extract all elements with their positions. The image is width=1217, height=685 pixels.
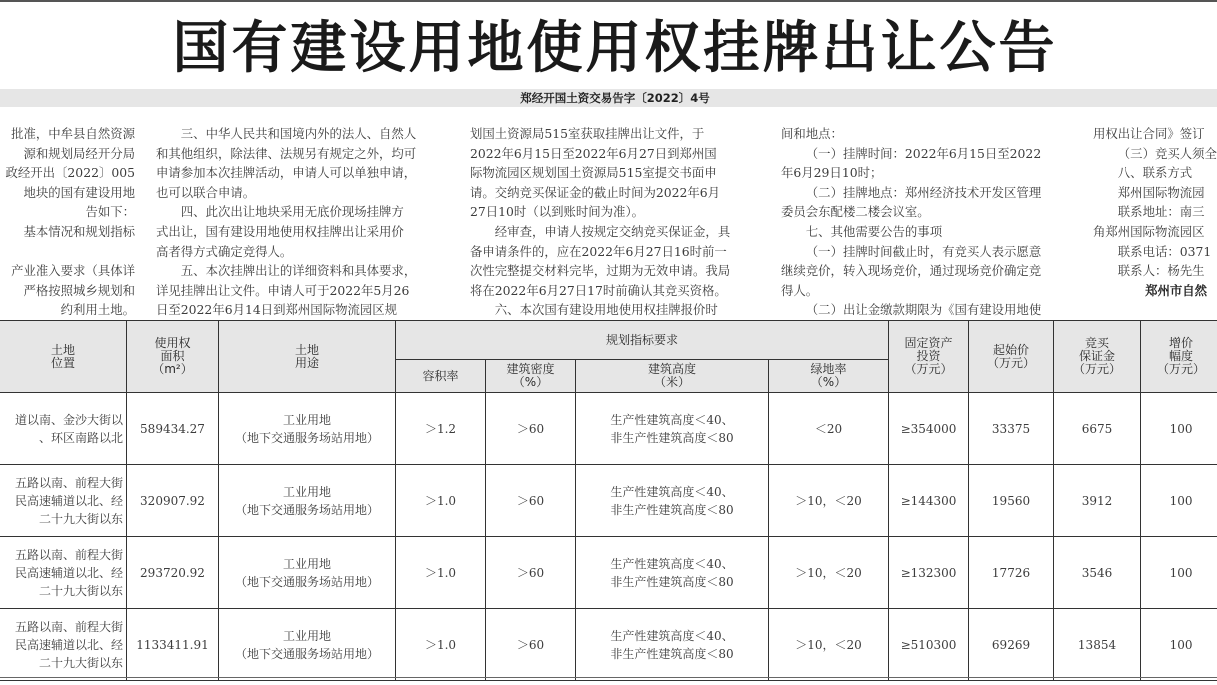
top-rule bbox=[0, 0, 1217, 2]
cell-area: 1133411.91 bbox=[127, 609, 219, 681]
paragraph-line: 约利用土地。 bbox=[60, 302, 135, 318]
text-column-2 bbox=[156, 124, 450, 320]
paragraph-line: 委员会东配楼二楼会议室。 bbox=[781, 204, 930, 220]
doc-number: 郑经开国土资交易告字〔2022〕4号 bbox=[520, 91, 710, 105]
paragraph-line: 四、此次出让地块采用无底价现场挂牌方 bbox=[180, 204, 404, 220]
cell-far: ＞1.0 bbox=[396, 537, 486, 609]
text-column-1 bbox=[0, 124, 135, 320]
paragraph-line: 间和地点： bbox=[781, 126, 843, 141]
cell-density: ＞60 bbox=[486, 393, 576, 465]
paragraph-line: 次性完整提交材料完毕，过期为无效申请。我局 bbox=[470, 263, 731, 279]
paragraph-line: 郑州国际物流园 bbox=[1117, 184, 1205, 200]
paragraph-line: 式出让，国有建设用地使用权挂牌出让采用价 bbox=[156, 223, 404, 239]
paragraph-line: 批准，中牟县自然资源 bbox=[11, 126, 135, 141]
cell-increment: 100 bbox=[1141, 537, 1217, 609]
cell-line: 非生产性建筑高度＜80 bbox=[610, 646, 734, 661]
paragraph-line: （二）出让金缴款期限为《国有建设用地使 bbox=[805, 302, 1042, 318]
cell-density: ＞60 bbox=[486, 537, 576, 609]
paragraph-line: 27日10时（以到账时间为准）。 bbox=[470, 204, 645, 220]
header-line: 竞买 bbox=[1085, 336, 1110, 350]
table-row bbox=[0, 465, 1217, 537]
cell-far: ＞1.0 bbox=[396, 465, 486, 537]
header-line: 幅度 bbox=[1169, 349, 1194, 363]
header-line: 固定资产 bbox=[904, 336, 953, 350]
header-line: 面积 bbox=[160, 349, 185, 363]
text-column-3 bbox=[470, 124, 762, 320]
cell-location bbox=[0, 465, 127, 537]
cell-height bbox=[576, 465, 769, 537]
cell-deposit: 3546 bbox=[1054, 537, 1141, 609]
table-row bbox=[0, 537, 1217, 609]
cell-increment: 100 bbox=[1141, 465, 1217, 537]
paragraph-line: 也可以联合申请。 bbox=[156, 184, 256, 200]
paragraph-line: 际物流园区规划国土资源局515室提交书面申 bbox=[470, 165, 717, 181]
cell-deposit: 6675 bbox=[1054, 393, 1141, 465]
header-line: 保证金 bbox=[1079, 349, 1116, 363]
cell-green: ＞10，＜20 bbox=[769, 465, 889, 537]
cell-green: ＞10，＜20 bbox=[769, 609, 889, 681]
cell-deposit: 3912 bbox=[1054, 465, 1141, 537]
header-line: （米） bbox=[653, 375, 690, 389]
cell-line: 民高速辅道以北、经 bbox=[14, 565, 123, 580]
cell-line: 工业用地 bbox=[282, 628, 331, 643]
cell-line: 非生产性建筑高度＜80 bbox=[610, 502, 734, 517]
cell-start-price: 17726 bbox=[969, 537, 1054, 609]
cell-increment: 100 bbox=[1141, 609, 1217, 681]
cell-line: 非生产性建筑高度＜80 bbox=[610, 430, 734, 445]
paragraph-line: 地块的国有建设用地 bbox=[23, 184, 135, 200]
cell-green: ＜20 bbox=[769, 393, 889, 465]
cell-line: 生产性建筑高度＜40、 bbox=[610, 556, 734, 571]
paragraph-line: 联系地址：南三 bbox=[1117, 204, 1205, 220]
header-area bbox=[127, 321, 219, 393]
header-line: 绿地率 bbox=[810, 362, 847, 376]
paragraph-line: 2022年6月15日至2022年6月27日到郑州国 bbox=[470, 145, 717, 161]
doc-number-band bbox=[0, 89, 1217, 107]
cell-line: 工业用地 bbox=[282, 484, 331, 499]
paragraph-line: 高者得方式确定竞得人。 bbox=[156, 243, 293, 259]
paragraph-line: 申请参加本次挂牌活动，申请人可以单独申请， bbox=[156, 165, 417, 181]
header-far bbox=[396, 360, 486, 393]
paragraph-line: 六、本次国有建设用地使用权挂牌报价时 bbox=[494, 302, 718, 318]
header-investment bbox=[889, 321, 969, 393]
cell-height bbox=[576, 537, 769, 609]
cell-investment: ≥510300 bbox=[889, 609, 969, 681]
cell-line: （地下交通服务场站用地） bbox=[234, 646, 379, 661]
cell-height bbox=[576, 609, 769, 681]
cell-line: 五路以南、前程大街 bbox=[14, 547, 123, 562]
paragraph-line: 源和规划局经开分局 bbox=[23, 145, 135, 161]
header-line: 增价 bbox=[1169, 336, 1194, 350]
header-line: 容积率 bbox=[422, 368, 459, 383]
paragraph-line: 联系人：杨先生 bbox=[1117, 263, 1205, 279]
header-planning-group: 规划指标要求 bbox=[396, 321, 889, 360]
header-line: （万元） bbox=[987, 355, 1036, 370]
paragraph-line: 联系电话：0371 bbox=[1117, 243, 1212, 259]
paragraph-line: 告如下： bbox=[85, 204, 135, 220]
paragraph-line: 详见挂牌出让文件。申请人可于2022年5月26 bbox=[156, 282, 410, 298]
header-increment bbox=[1141, 321, 1217, 393]
header-location bbox=[0, 321, 127, 393]
header-line: （万元） bbox=[1073, 362, 1122, 376]
cell-line: （地下交通服务场站用地） bbox=[234, 502, 379, 517]
paragraph-line: 严格按照城乡规划和 bbox=[23, 282, 135, 298]
cell-line: 、环区南路以北 bbox=[38, 430, 123, 445]
paragraph-line: 用权出让合同》签订 bbox=[1093, 126, 1205, 141]
cell-area: 589434.27 bbox=[127, 393, 219, 465]
paragraph-line: （二）挂牌地点：郑州经济技术开发区管理 bbox=[805, 184, 1042, 200]
header-line: 土地 bbox=[50, 342, 75, 357]
cell-area: 320907.92 bbox=[127, 465, 219, 537]
paragraph-line: 备申请条件的，应在2022年6月27日16时前一 bbox=[470, 243, 727, 259]
header-line: 建筑高度 bbox=[647, 362, 696, 376]
cell-line: 民高速辅道以北、经 bbox=[14, 637, 123, 652]
bottom-rule bbox=[0, 677, 1217, 678]
text-column-4 bbox=[781, 124, 1075, 320]
header-line: （万元） bbox=[904, 362, 953, 376]
paragraph-line: 和其他组织，除法律、法规另有规定之外，均可 bbox=[156, 145, 417, 161]
cell-line: 非生产性建筑高度＜80 bbox=[610, 574, 734, 589]
cell-use bbox=[219, 537, 396, 609]
cell-line: 民高速辅道以北、经 bbox=[14, 493, 123, 508]
paragraph-line: 将在2022年6月27日17时前确认其竞买资格。 bbox=[470, 282, 727, 298]
cell-increment: 100 bbox=[1141, 393, 1217, 465]
cell-use bbox=[219, 393, 396, 465]
cell-line: 生产性建筑高度＜40、 bbox=[610, 628, 734, 643]
paragraph-line: （三）竞买人须全 bbox=[1117, 145, 1217, 161]
paragraph-line: 年6月29日10时； bbox=[781, 165, 883, 181]
paragraph-line: 请。交纳竞买保证金的截止时间为2022年6月 bbox=[470, 184, 721, 200]
signature: 郑州市自然 bbox=[1145, 282, 1208, 298]
land-parcel-table bbox=[0, 320, 1217, 681]
header-line: （万元） bbox=[1157, 362, 1206, 376]
cell-line: 二十九大街以东 bbox=[38, 655, 123, 670]
header-line: 投资 bbox=[916, 349, 941, 363]
paragraph-line: 产业准入要求（具体详 bbox=[11, 263, 135, 279]
cell-area: 293720.92 bbox=[127, 537, 219, 609]
cell-start-price: 19560 bbox=[969, 465, 1054, 537]
cell-line: （地下交通服务场站用地） bbox=[234, 574, 379, 589]
paragraph-line: 划国土资源局515室获取挂牌出让文件，于 bbox=[470, 126, 705, 141]
paragraph-line: （一）挂牌时间截止时，有竞买人表示愿意 bbox=[805, 243, 1042, 259]
text-column-5 bbox=[1093, 124, 1217, 300]
cell-line: 道以南、金沙大街以 bbox=[14, 412, 123, 427]
header-density bbox=[486, 360, 576, 393]
paragraph-line: 八、联系方式 bbox=[1117, 165, 1193, 181]
cell-location bbox=[0, 537, 127, 609]
header-line: 建筑密度 bbox=[506, 362, 555, 376]
cell-line: 工业用地 bbox=[282, 556, 331, 571]
paragraph-line: 三、中华人民共和国境内外的法人、自然人 bbox=[180, 126, 417, 141]
header-start-price bbox=[969, 321, 1054, 393]
cell-use bbox=[219, 609, 396, 681]
cell-line: 工业用地 bbox=[282, 412, 331, 427]
cell-density: ＞60 bbox=[486, 609, 576, 681]
cell-line: 二十九大街以东 bbox=[38, 511, 123, 526]
cell-location bbox=[0, 393, 127, 465]
cell-density: ＞60 bbox=[486, 465, 576, 537]
paragraph-line: 经审查，申请人按规定交纳竞买保证金，具 bbox=[494, 223, 731, 239]
cell-line: （地下交通服务场站用地） bbox=[234, 430, 379, 445]
header-line: （%） bbox=[512, 375, 549, 389]
cell-location bbox=[0, 609, 127, 681]
cell-deposit: 13854 bbox=[1054, 609, 1141, 681]
cell-far: ＞1.2 bbox=[396, 393, 486, 465]
cell-investment: ≥354000 bbox=[889, 393, 969, 465]
header-line: 位置 bbox=[50, 355, 75, 370]
header-green bbox=[769, 360, 889, 393]
cell-investment: ≥144300 bbox=[889, 465, 969, 537]
cell-investment: ≥132300 bbox=[889, 537, 969, 609]
paragraph-line: 角郑州国际物流园区 bbox=[1093, 223, 1205, 239]
header-use bbox=[219, 321, 396, 393]
header-height bbox=[576, 360, 769, 393]
paragraph-line: 日至2022年6月14日到郑州国际物流园区规 bbox=[156, 302, 398, 318]
paragraph-line: 继续竞价，转入现场竞价，通过现场竞价确定竞 bbox=[781, 263, 1042, 279]
cell-line: 二十九大街以东 bbox=[38, 583, 123, 598]
page-title: 国有建设用地使用权挂牌出让公告 bbox=[172, 16, 1058, 81]
header-line: （m²） bbox=[152, 362, 193, 376]
table-row bbox=[0, 393, 1217, 465]
cell-line: 五路以南、前程大街 bbox=[14, 475, 123, 490]
paragraph-line: 基本情况和规划指标 bbox=[23, 223, 135, 239]
cell-start-price: 33375 bbox=[969, 393, 1054, 465]
header-line: 起始价 bbox=[993, 342, 1030, 357]
paragraph-line: 五、本次挂牌出让的详细资料和具体要求， bbox=[180, 263, 417, 279]
cell-green: ＞10，＜20 bbox=[769, 537, 889, 609]
cell-far: ＞1.0 bbox=[396, 609, 486, 681]
header-line: 使用权 bbox=[154, 336, 191, 350]
paragraph-line: 七、其他需要公告的事项 bbox=[805, 223, 943, 239]
cell-line: 生产性建筑高度＜40、 bbox=[610, 484, 734, 499]
cell-line: 五路以南、前程大街 bbox=[14, 619, 123, 634]
paragraph-line bbox=[0, 242, 135, 262]
header-line: （%） bbox=[810, 375, 847, 389]
header-line: 用途 bbox=[294, 355, 319, 370]
cell-start-price: 69269 bbox=[969, 609, 1054, 681]
header-line: 土地 bbox=[294, 342, 319, 357]
paragraph-line: 政经开出〔2022〕005 bbox=[5, 165, 135, 181]
cell-height bbox=[576, 393, 769, 465]
cell-line: 生产性建筑高度＜40、 bbox=[610, 412, 734, 427]
paragraph-line: 得人。 bbox=[781, 282, 819, 298]
table-row bbox=[0, 609, 1217, 681]
cell-use bbox=[219, 465, 396, 537]
paragraph-line: （一）挂牌时间：2022年6月15日至2022 bbox=[805, 145, 1042, 161]
header-deposit bbox=[1054, 321, 1141, 393]
